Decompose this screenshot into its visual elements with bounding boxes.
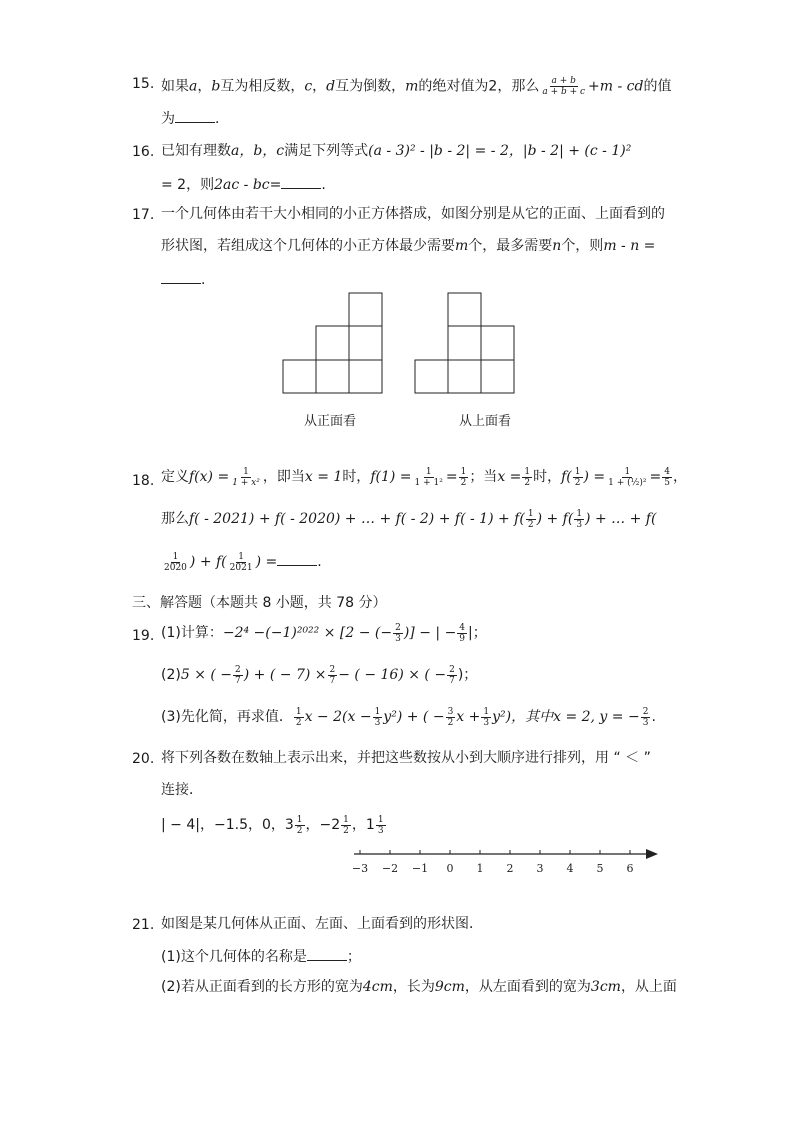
frac-denominator: 7 [329,675,336,686]
frac-numerator: 2 [329,664,336,675]
q19-end: . [651,709,656,725]
q19-expr: x − 2(x − [304,709,372,725]
axis-arrow-icon [646,849,658,859]
q19-fraction [447,665,457,686]
frac-denominator: 2 [296,825,303,836]
q18-eq: = [445,469,458,485]
q21-part1 [161,948,361,964]
q18-def: f(x) = [189,469,230,485]
q20-numbers [161,814,387,836]
q18-fraction [522,467,532,488]
frac-denominator: 3 [483,717,490,728]
q18-expr: ) + … + f( [585,511,657,527]
q18-text: ；当 [469,469,498,485]
q16-text: 满足下列等式 [284,143,369,159]
axis-tick-label: 1 [476,862,484,875]
q19-part3 [161,706,656,728]
q19-expr: ) + ( − 7) × [243,667,327,683]
q18-fraction [459,467,469,488]
q18-eq: = [649,469,662,485]
q20-line2: 连接． [161,782,203,798]
q18-fraction [574,509,584,530]
q19-expr: y²) + ( − [383,709,445,725]
var-m: m [405,78,419,95]
q21-text: ，从上面 [620,979,677,995]
frac-numerator: 1 [374,706,381,717]
frac-numerator: 2 [235,664,241,675]
q21-value: 3cm [590,979,621,995]
q18-expr: x = 1 [304,469,343,485]
q18-expr: x = [497,469,522,485]
frac-denominator: 3 [642,717,649,728]
q17-text: 个，最多需要 [468,238,553,254]
frac-numerator: 1 [295,706,302,717]
q15-text: ， [197,78,212,95]
q15-text: ， [312,78,327,95]
q19-end: |； [468,625,487,641]
q16-expr: 2ac - bc [214,177,270,193]
q19-fraction [294,707,304,728]
q20-line1: 将下列各数在数轴上表示出来，并把这些数按从小到大顺序进行排列，用 “ ＜ ” [161,750,651,766]
q19-part2 [161,664,477,686]
q19-expr: 5 × ( − [180,667,233,683]
q19-expr: x + [456,709,481,725]
frac-numerator: 4 [459,622,466,633]
front-view-diagram [283,293,383,394]
q18-line3 [161,551,322,573]
q21-value: 4cm [362,979,393,995]
q18-line1 [161,466,687,488]
q18-text: ，即当 [262,469,305,485]
frac-numerator: a + b [551,76,576,86]
q18-fraction [573,467,583,488]
q21-text: (1)这个几何体的名称是 [161,949,307,965]
q19-label: (3)先化简，再求值． [161,709,293,725]
frac-numerator: 3 [447,706,454,717]
frac-denominator: 2 [524,477,531,488]
frac-numerator: 1 [483,706,490,717]
q21-line1: 如图是某几何体从正面、左面、上面看到的形状图． [161,916,483,932]
q21-value: 9cm [434,979,465,995]
q19-fraction [481,707,491,728]
axis-tick-label: 5 [596,862,604,875]
q18-text: ， [672,469,687,485]
frac-numerator: 1 [576,508,583,519]
axis-tick-label: 6 [626,862,634,875]
q20-num: | − 4|， [161,817,214,833]
var-b: b [211,78,221,95]
q18-fraction [413,467,445,488]
frac-denominator: 5 [664,477,670,488]
axis-tick-label: 2 [506,862,514,875]
answer-blank[interactable] [281,176,321,189]
q18-fraction [662,467,672,488]
q19-label: (2) [161,667,181,683]
axis-tick-label: 4 [566,862,574,875]
q19-part1 [161,622,487,644]
q15-number: 15. [132,76,155,92]
q19-fraction [641,707,651,728]
q19-expr: y²)，其中 [492,709,554,725]
q19-end: )； [457,667,478,683]
q19-fraction [457,623,467,644]
q20-fraction [295,815,305,836]
q17-text: 形状图，若组成这个几何体的小正方体最少需要 [161,238,455,254]
q20-num: ，1 [351,817,375,833]
q15-text: 为 [161,111,175,127]
q16-equation: (a - 3)² - |b - 2| = - 2，|b - 2| + (c - 1)² [368,143,632,159]
number-line [350,840,662,880]
frac-numerator: 1 [527,508,534,519]
q19-number: 19. [132,628,155,644]
q21-text: (2)若从正面看到的长方形的宽为 [161,979,363,995]
frac-numerator: 1 [243,466,249,477]
frac-denominator: 1 + (½)² [608,477,647,488]
q18-text: 定义 [161,469,189,485]
q17-number: 17. [132,207,155,223]
answer-blank[interactable] [277,553,317,566]
q18-expr: ) = [255,554,278,570]
frac-numerator: 1 [238,551,244,562]
q20-num: −1.5，0，3 [213,817,294,833]
frac-numerator: 1 [624,466,631,477]
frac-denominator: 2 [527,519,534,530]
q19-label: (1)计算： [161,625,223,641]
q15-line1 [161,76,672,97]
var-m: m [455,238,469,254]
q19-fraction [446,707,456,728]
q21-number: 21. [132,917,155,933]
q16-line1 [161,144,631,158]
q16-text: 已知有理数 [161,143,231,159]
q16-text: = [269,177,282,193]
q20-num: −2 [319,817,341,833]
frac-denominator: 2021 [229,562,253,573]
q17-line1: 一个几何体由若干大小相同的小正方体搭成，如图分别是从它的正面、上面看到的 [161,206,665,222]
frac-numerator: 2 [395,622,401,633]
caption-top-view: 从上面看 [459,414,512,429]
frac-denominator: 2 [460,477,467,488]
q18-text: 那么 [161,511,189,527]
q20-fraction [376,815,386,836]
q15-text: 互为相反数， [220,78,305,95]
q18-expr: f( [561,469,572,485]
q15-text: ，那么 [497,78,540,95]
q18-number: 18. [132,473,155,489]
answer-blank[interactable] [307,948,347,961]
q16-vars: a，b，c [231,143,285,159]
q21-text: ，从左面看到的宽为 [464,979,591,995]
q15-text: 的绝对值为 [418,78,489,95]
frac-numerator: 4 [664,466,670,477]
frac-denominator: 9 [459,633,466,644]
frac-denominator: 1 + 1² [414,477,443,488]
frac-denominator: 3 [576,519,583,530]
q19-expr: − ( − 16) × ( − [338,667,447,683]
top-view-diagram [415,293,515,394]
frac-denominator: 2 [343,825,349,836]
q15-text: 的值 [643,78,672,95]
caption-front-view: 从正面看 [304,414,357,429]
q19-expr: −2⁴ −(−1)²⁰²² × [2 − (− [222,625,393,641]
q18-expr: ) + f( [536,511,574,527]
frac-numerator: 1 [343,814,349,825]
frac-denominator: 2 [574,477,581,488]
q20-number: 20. [132,751,155,767]
q15-end: . [215,111,220,127]
frac-numerator: 1 [296,814,303,825]
axis-tick-label: 3 [536,862,544,875]
q19-fraction [373,707,383,728]
q19-expr: x = 2, y = − [553,709,640,725]
q15-fraction [540,76,587,97]
q15-expr: +m - cd [588,78,644,95]
q18-expr: f( - 2021) + f( - 2020) + … + f( - 2) + f( - 1) + f( [189,511,525,527]
q15-text: 如果 [161,78,189,95]
frac-denominator: 3 [377,825,384,836]
frac-numerator: 2 [642,706,649,717]
frac-denominator: 2 [295,717,302,728]
var-a: a [189,78,198,95]
q18-line2 [161,508,656,530]
q18-end: . [317,554,322,570]
q21-text: ，长为 [392,979,435,995]
q18-fraction [526,509,536,530]
axis-tick-label: −3 [351,862,369,875]
var-c: c [304,78,313,95]
q20-fraction [341,815,351,836]
q16-end: . [321,177,326,193]
frac-denominator: 2 [447,717,454,728]
q21-end: ； [346,949,361,965]
q21-part2 [161,980,677,994]
frac-numerator: 1 [425,466,432,477]
q18-fraction [606,467,648,488]
q18-fraction [228,552,255,573]
q18-text: 时， [342,469,371,485]
frac-denominator: 3 [374,717,381,728]
q18-text: 时， [533,469,562,485]
var-n: n [552,238,562,254]
q18-fraction [230,467,262,488]
answer-blank[interactable] [161,271,201,284]
frac-numerator: 1 [574,466,581,477]
var-d: d [326,78,336,95]
q19-expr: )] − | − [403,625,457,641]
q17-line2 [161,239,655,253]
frac-denominator: 7 [235,675,241,686]
q17-text: 个，则 [561,238,604,254]
section-heading: 三、解答题（本题共 8 小题，共 78 分） [132,595,387,611]
q18-expr: f(1) = [370,469,412,485]
answer-blank[interactable] [175,110,215,123]
q20-num: ， [305,817,320,833]
axis-tick-label: −1 [411,862,429,875]
q17-end: . [201,272,206,288]
frac-numerator: 1 [460,466,467,477]
q16-number: 16. [132,144,155,160]
q17-line3 [161,271,205,287]
q19-fraction [328,665,338,686]
q15-number-two: 2 [488,78,498,95]
axis-tick-label: −2 [381,862,399,875]
q19-fraction [233,665,243,686]
frac-denominator: a + b + c [542,87,586,97]
frac-numerator: 1 [172,551,179,562]
frac-denominator: 2020 [164,562,187,573]
q18-expr: ) + f( [189,554,227,570]
frac-denominator: 7 [449,675,455,686]
q18-fraction [162,552,189,573]
frac-denominator: 1 + x² [232,477,260,488]
frac-numerator: 1 [377,814,384,825]
frac-numerator: 2 [449,664,455,675]
q18-expr: ) = [583,469,606,485]
q17-expr: m - n = [603,238,656,254]
q19-fraction [393,623,403,644]
frac-numerator: 1 [524,466,531,477]
q16-line2 [161,176,326,192]
q15-line2 [161,110,219,126]
frac-denominator: 3 [395,633,401,644]
q15-text: 互为倒数， [335,78,406,95]
q16-text: = 2，则 [161,177,215,193]
axis-tick-label: 0 [446,862,454,875]
